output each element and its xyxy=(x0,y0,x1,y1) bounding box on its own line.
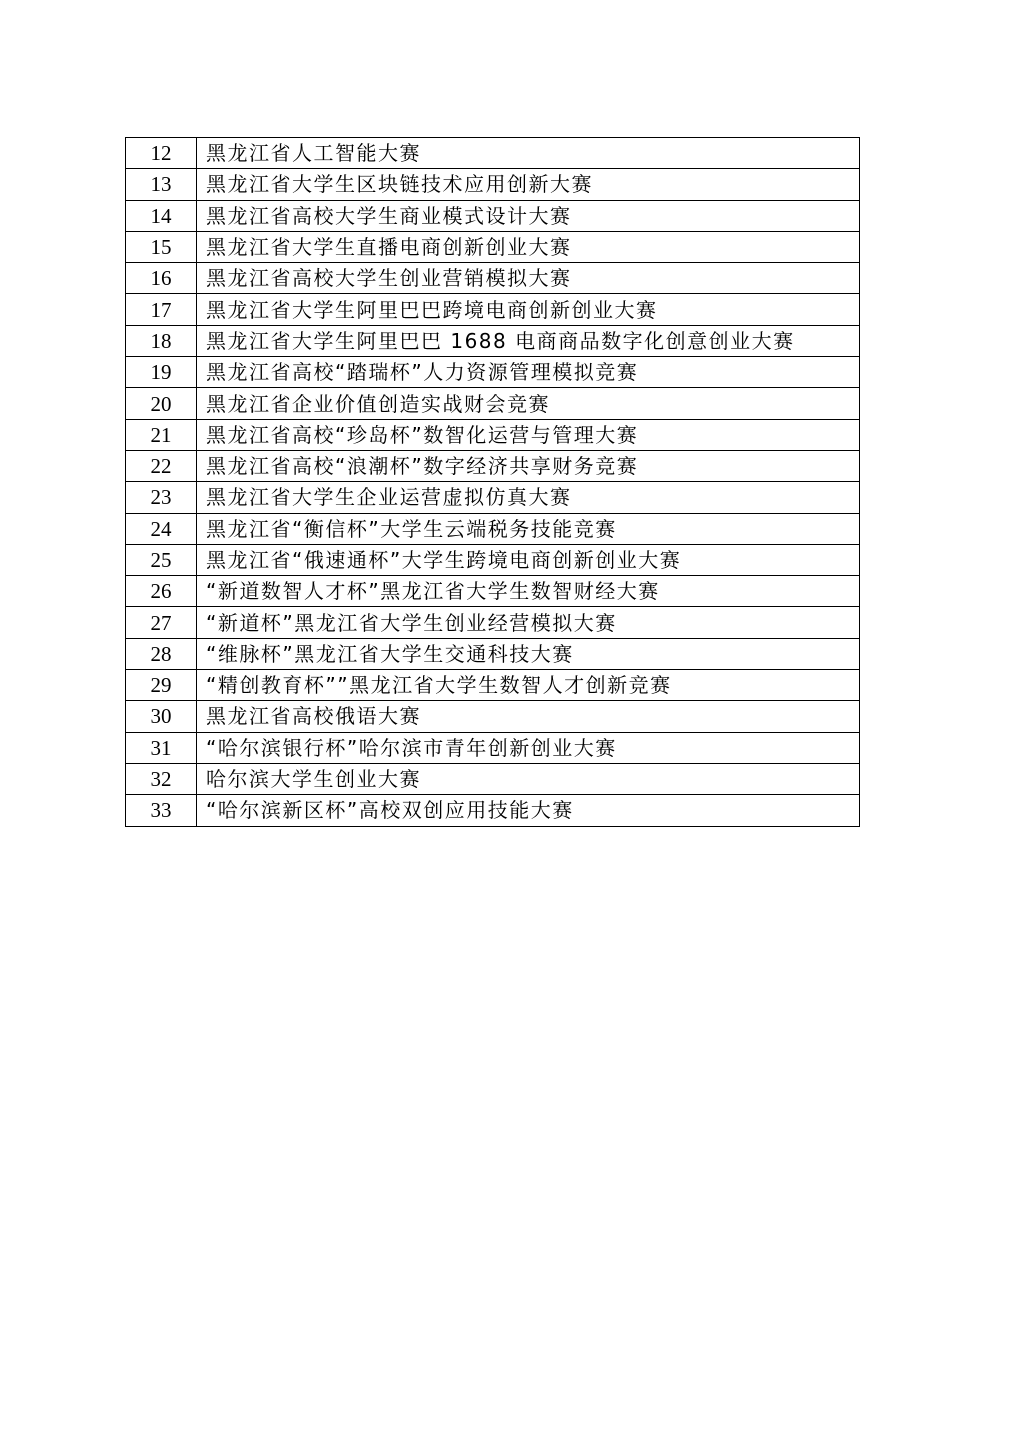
table-row xyxy=(126,482,860,513)
competition-name: 黑龙江省人工智能大赛 xyxy=(197,138,860,169)
competition-name: 黑龙江省大学生阿里巴巴跨境电商创新创业大赛 xyxy=(197,294,860,325)
competition-name: 黑龙江省大学生企业运营虚拟仿真大赛 xyxy=(197,482,860,513)
competition-name: “哈尔滨银行杯”哈尔滨市青年创新创业大赛 xyxy=(197,732,860,763)
table-row xyxy=(126,450,860,481)
competition-name: 黑龙江省高校“浪潮杯”数字经济共享财务竞赛 xyxy=(197,450,860,481)
table-row xyxy=(126,701,860,732)
competition-name: 哈尔滨大学生创业大赛 xyxy=(197,763,860,794)
table-row xyxy=(126,670,860,701)
row-number: 13 xyxy=(126,169,197,200)
competition-name: “精创教育杯””黑龙江省大学生数智人才创新竞赛 xyxy=(197,670,860,701)
table-row xyxy=(126,357,860,388)
table-row xyxy=(126,763,860,794)
competition-table xyxy=(125,137,860,827)
competition-table-body xyxy=(126,138,860,827)
row-number: 24 xyxy=(126,513,197,544)
table-row xyxy=(126,795,860,826)
competition-name: 黑龙江省大学生区块链技术应用创新大赛 xyxy=(197,169,860,200)
table-row xyxy=(126,638,860,669)
competition-name: “哈尔滨新区杯”高校双创应用技能大赛 xyxy=(197,795,860,826)
row-number: 31 xyxy=(126,732,197,763)
row-number: 18 xyxy=(126,325,197,356)
table-row xyxy=(126,607,860,638)
competition-name: 黑龙江省高校大学生商业模式设计大赛 xyxy=(197,200,860,231)
table-row xyxy=(126,325,860,356)
row-number: 26 xyxy=(126,576,197,607)
table-row xyxy=(126,513,860,544)
competition-name: “新道数智人才杯”黑龙江省大学生数智财经大赛 xyxy=(197,576,860,607)
row-number: 22 xyxy=(126,450,197,481)
competition-name: 黑龙江省高校“珍岛杯”数智化运营与管理大赛 xyxy=(197,419,860,450)
row-number: 20 xyxy=(126,388,197,419)
table-row xyxy=(126,576,860,607)
row-number: 29 xyxy=(126,670,197,701)
row-number: 27 xyxy=(126,607,197,638)
table-row xyxy=(126,138,860,169)
competition-name: 黑龙江省高校俄语大赛 xyxy=(197,701,860,732)
competition-name: 黑龙江省高校“踏瑞杯”人力资源管理模拟竞赛 xyxy=(197,357,860,388)
row-number: 16 xyxy=(126,263,197,294)
competition-name: 黑龙江省高校大学生创业营销模拟大赛 xyxy=(197,263,860,294)
table-row xyxy=(126,231,860,262)
row-number: 17 xyxy=(126,294,197,325)
table-row xyxy=(126,388,860,419)
competition-name: 黑龙江省“俄速通杯”大学生跨境电商创新创业大赛 xyxy=(197,544,860,575)
row-number: 12 xyxy=(126,138,197,169)
competition-name: “维脉杯”黑龙江省大学生交通科技大赛 xyxy=(197,638,860,669)
row-number: 33 xyxy=(126,795,197,826)
competition-name: “新道杯”黑龙江省大学生创业经营模拟大赛 xyxy=(197,607,860,638)
row-number: 21 xyxy=(126,419,197,450)
table-row xyxy=(126,263,860,294)
row-number: 30 xyxy=(126,701,197,732)
table-row xyxy=(126,419,860,450)
row-number: 14 xyxy=(126,200,197,231)
row-number: 28 xyxy=(126,638,197,669)
row-number: 15 xyxy=(126,231,197,262)
table-row xyxy=(126,732,860,763)
table-row xyxy=(126,200,860,231)
table-row xyxy=(126,294,860,325)
competition-name: 黑龙江省“衡信杯”大学生云端税务技能竞赛 xyxy=(197,513,860,544)
row-number: 25 xyxy=(126,544,197,575)
row-number: 23 xyxy=(126,482,197,513)
competition-name: 黑龙江省大学生直播电商创新创业大赛 xyxy=(197,231,860,262)
competition-name: 黑龙江省企业价值创造实战财会竞赛 xyxy=(197,388,860,419)
table-row xyxy=(126,169,860,200)
row-number: 32 xyxy=(126,763,197,794)
row-number: 19 xyxy=(126,357,197,388)
table-row xyxy=(126,544,860,575)
competition-name: 黑龙江省大学生阿里巴巴 1688 电商商品数字化创意创业大赛 xyxy=(197,325,860,356)
